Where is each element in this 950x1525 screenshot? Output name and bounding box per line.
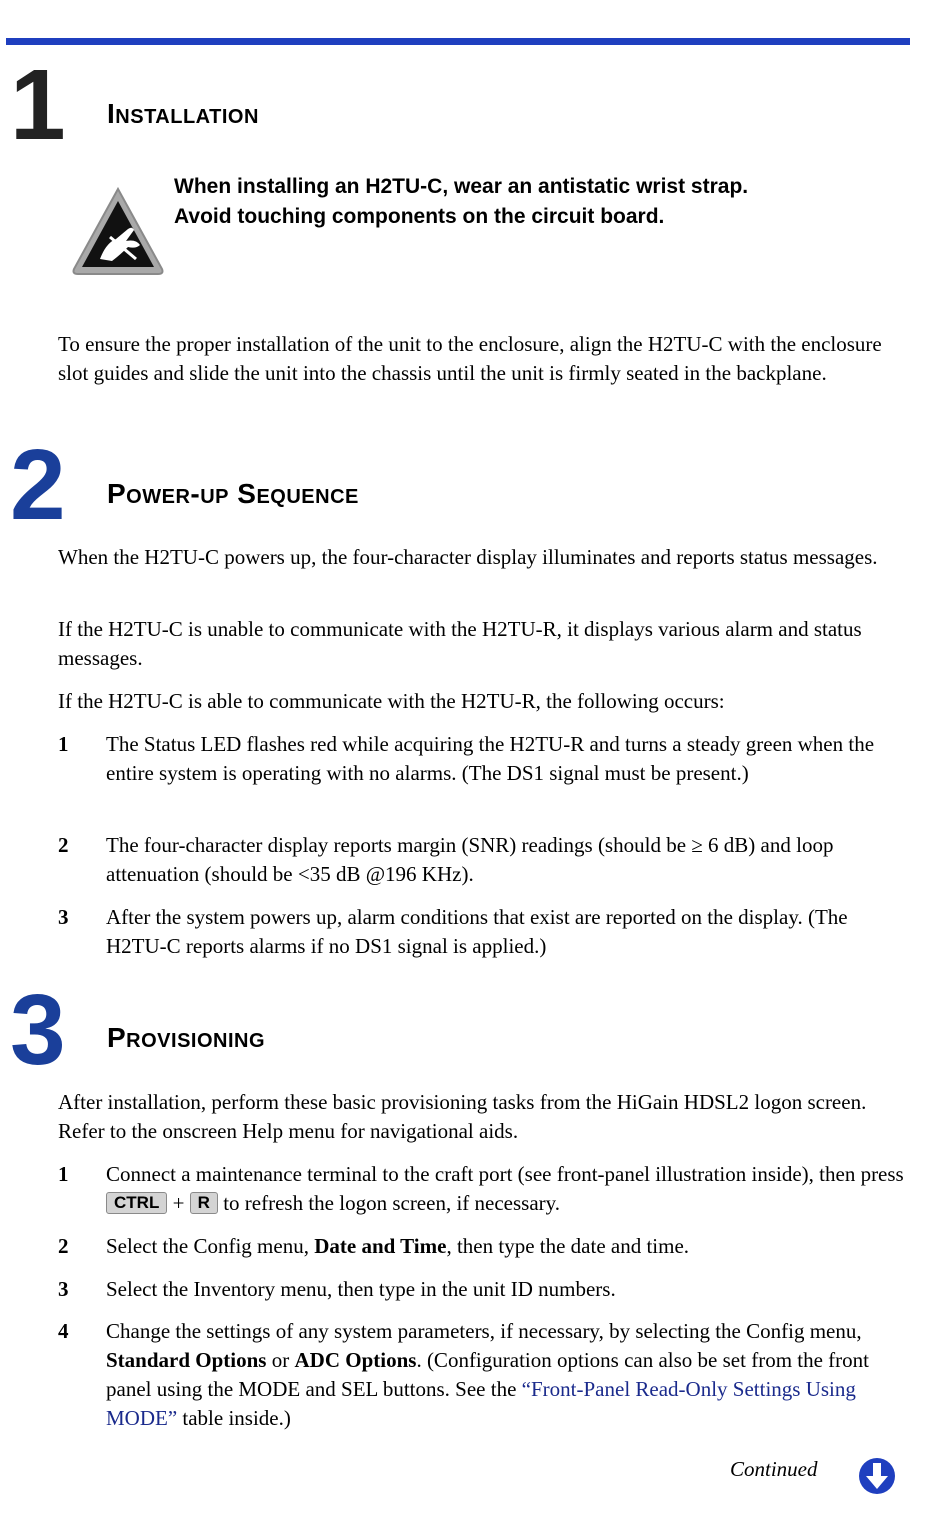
item-text-pre: Select the Config menu,: [106, 1234, 309, 1258]
item-number: 2: [58, 1234, 69, 1258]
section-heading-installation: Installation: [107, 98, 259, 129]
ctrl-key: CTRL: [106, 1192, 167, 1214]
powerup-paragraph-1: When the H2TU-C powers up, the four-character display illuminates and reports status messages.: [58, 545, 878, 569]
item-text: [106, 1317, 906, 1433]
plus-sign: +: [172, 1191, 185, 1215]
section-heading-power-up: Power-up Sequence: [107, 478, 359, 509]
esd-warning-text: [174, 172, 894, 232]
r-key: R: [190, 1192, 218, 1214]
powerup-paragraph-2: If the H2TU-C is unable to communicate with the H2TU-R, it displays various alarm and status messages.: [58, 617, 862, 670]
section-number-1: 1: [10, 49, 66, 161]
item-number: 4: [58, 1319, 69, 1343]
warning-line-2: Avoid touching components on the circuit board.: [174, 205, 665, 228]
top-rule: [6, 38, 910, 45]
item-text-post: , then type the date and time.: [446, 1234, 690, 1258]
section-number-2: 2: [10, 429, 66, 541]
item-number: 1: [58, 732, 69, 756]
item-number: 3: [58, 905, 69, 929]
section-heading-provisioning: Provisioning: [107, 1022, 266, 1053]
item-text: Select the Inventory menu, then type in the unit ID numbers.: [106, 1277, 616, 1301]
item-number: 2: [58, 833, 69, 857]
item-text-mid: or: [271, 1348, 290, 1372]
item-text: The Status LED flashes red while acquiring the H2TU-R and turns a steady green when the entire system is operating with no alarms. (The DS1 signal must be present.): [106, 732, 875, 785]
powerup-paragraph-3: If the H2TU-C is able to communicate with the H2TU-R, the following occurs:: [58, 689, 725, 713]
item-text-pre: Change the settings of any system parameters, if necessary, by selecting the Config menu,: [106, 1319, 862, 1343]
item-text-pre: Connect a maintenance terminal to the craft port (see front-panel illustration inside), then press: [106, 1162, 904, 1186]
item-number: 1: [58, 1162, 69, 1186]
standard-options-menu: Standard Options: [106, 1348, 267, 1372]
warning-line-1: When installing an H2TU-C, wear an antistatic wrist strap.: [174, 175, 749, 198]
esd-warning-icon: [70, 185, 166, 277]
item-text-tail: table inside.): [182, 1406, 291, 1430]
item-text: After the system powers up, alarm conditions that exist are reported on the display. (The H2TU-C reports alarms if no DS1 signal is applied.): [106, 905, 848, 958]
provisioning-paragraph: After installation, perform these basic provisioning tasks from the HiGain HDSL2 logon screen. Refer to the onscreen Help menu for navigational aids.: [58, 1090, 867, 1143]
date-time-menu: Date and Time: [314, 1234, 447, 1258]
item-text-post: to refresh the logon screen, if necessary.: [223, 1191, 561, 1215]
installation-paragraph: To ensure the proper installation of the unit to the enclosure, align the H2TU-C with the enclosure slot guides and slide the unit into the chassis until the unit is firmly seated in the backplane.: [58, 332, 882, 385]
section-number-3: 3: [10, 974, 66, 1086]
item-text-post: . (Configuration options can also be set from the front panel using the MODE and SEL buttons. See the: [106, 1348, 870, 1401]
item-number: 3: [58, 1277, 69, 1301]
adc-options-menu: ADC Options: [294, 1348, 417, 1372]
item-text: [106, 1160, 906, 1218]
down-arrow-icon[interactable]: [858, 1457, 896, 1495]
front-panel-settings-link[interactable]: “Front-Panel Read-Only Settings Using MODE”: [106, 1377, 856, 1430]
continued-label: Continued: [730, 1457, 818, 1481]
item-text: [106, 1232, 906, 1261]
item-text: The four-character display reports margin (SNR) readings (should be ≥ 6 dB) and loop attenuation (should be <35 dB @196 KHz).: [106, 833, 834, 886]
